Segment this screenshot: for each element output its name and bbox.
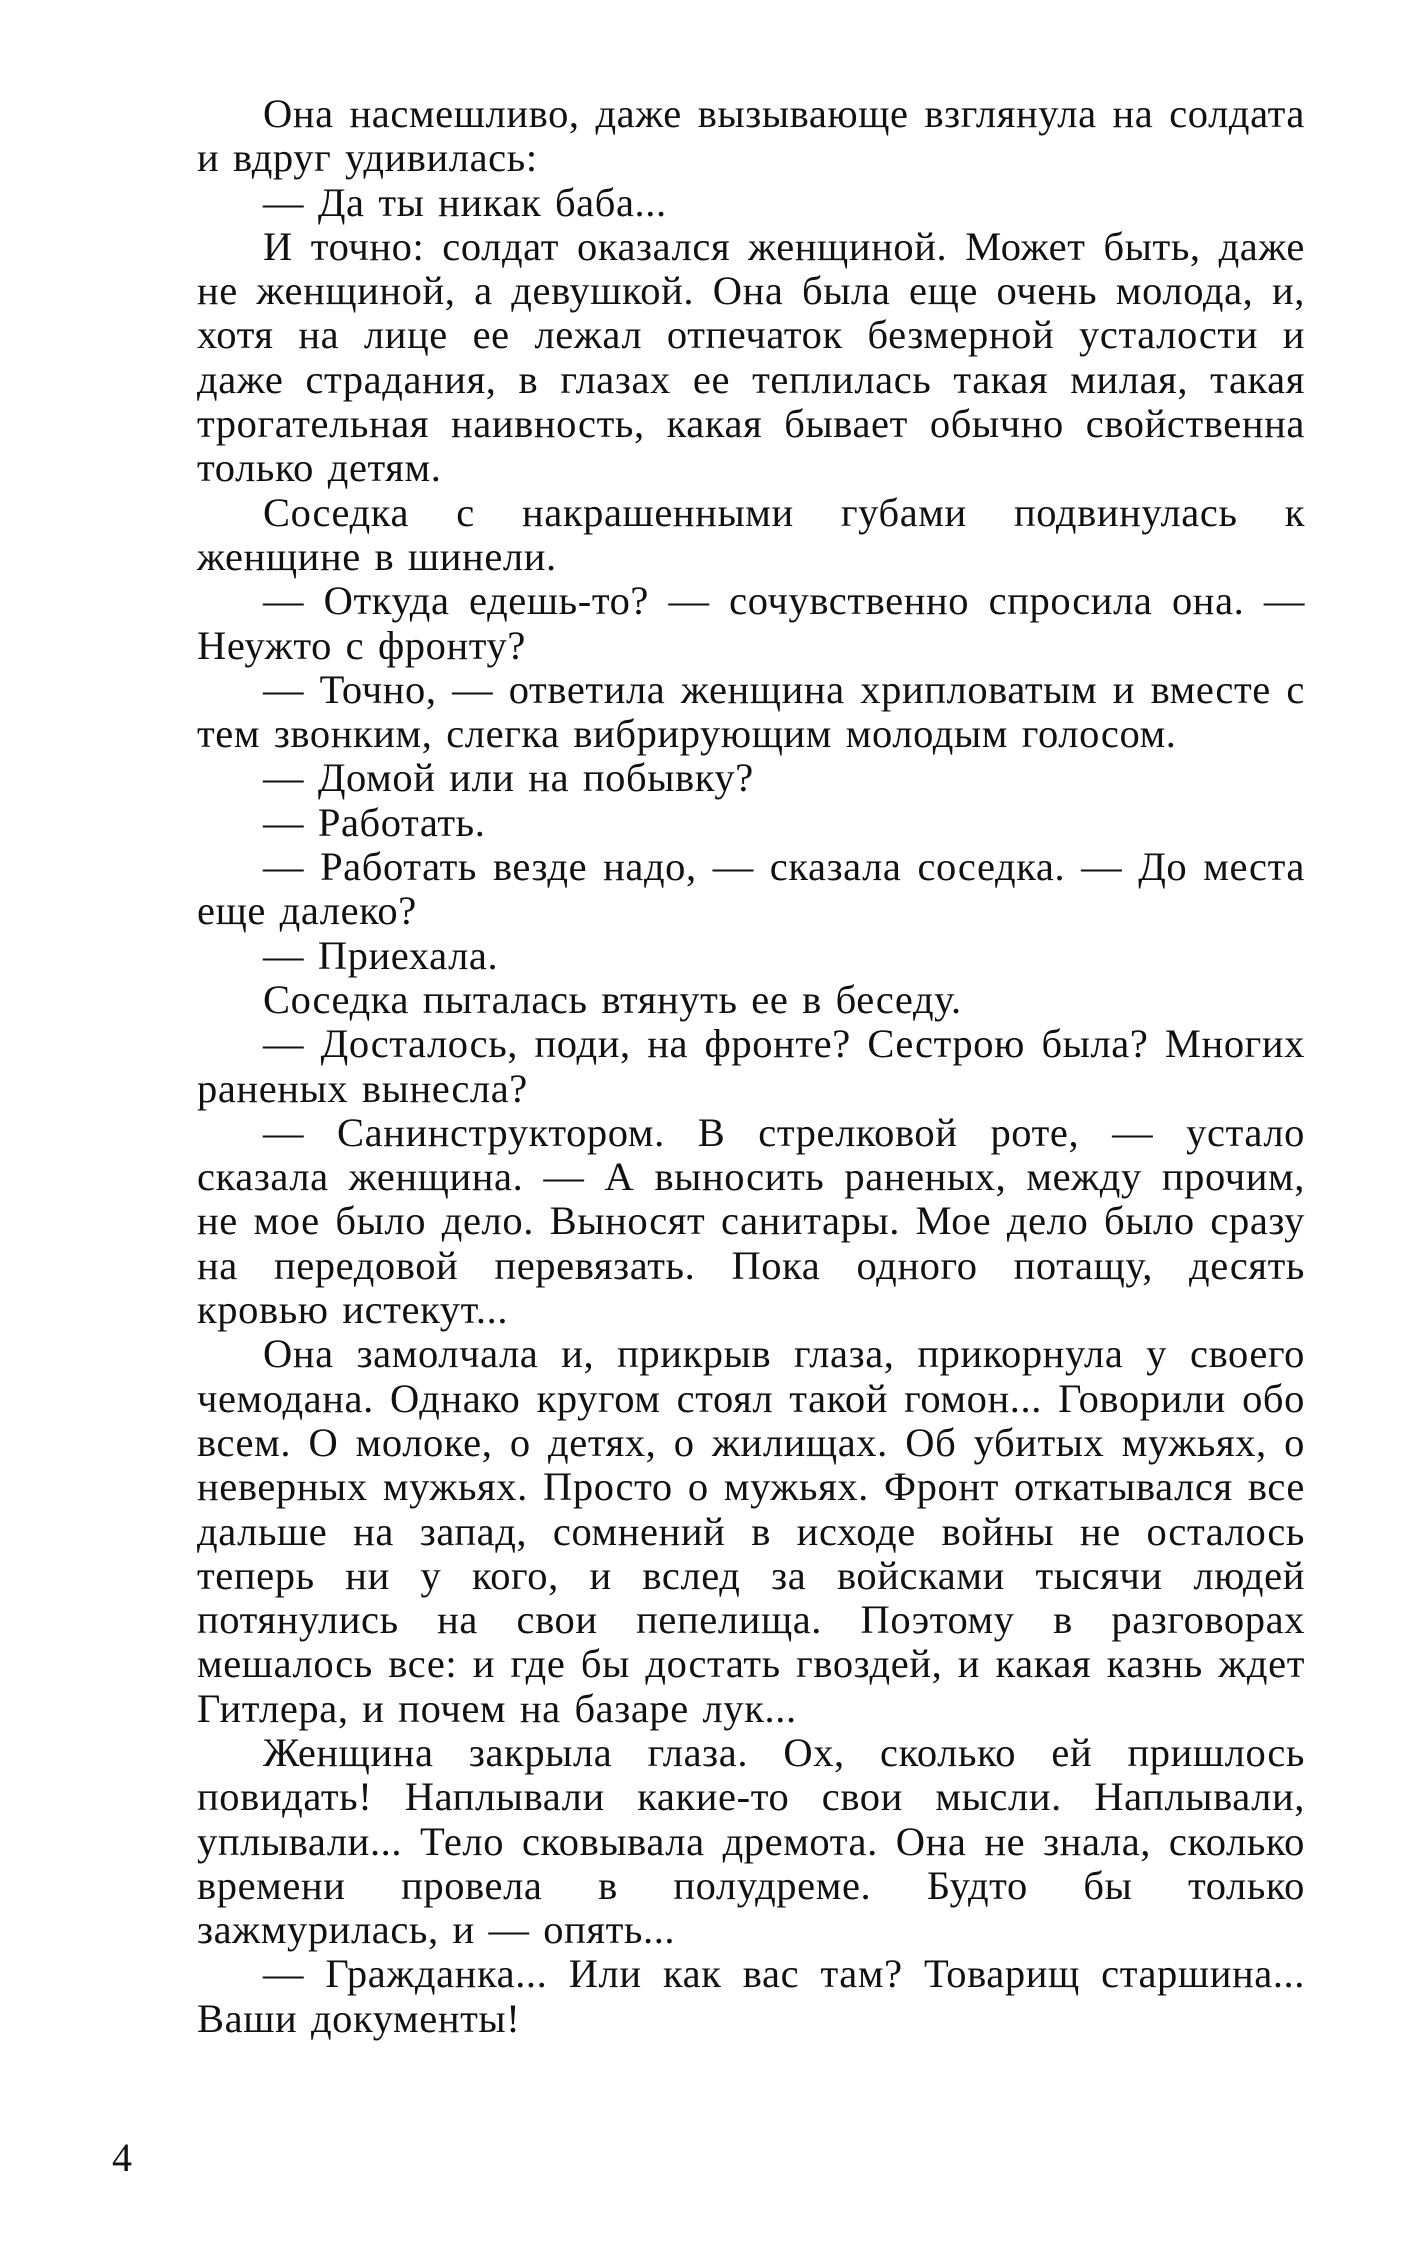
paragraph: Она насмешливо, даже вызывающе взглянула на солдата и вдруг удивилась: bbox=[197, 91, 1305, 181]
paragraph: Соседка с накрашенными губами подвинулась к женщине в шинели. bbox=[197, 489, 1305, 579]
paragraph: — Домой или на побывку? bbox=[263, 755, 754, 801]
paragraph: — Гражданка... Или как вас там? Товарищ старшина... Ваши документы! bbox=[197, 1951, 1305, 2041]
paragraph: — Работать. bbox=[263, 799, 486, 845]
body-text bbox=[197, 92, 1305, 2041]
paragraph: — Санинструктором. В стрелковой роте, — устало сказала женщина. — А выносить раненых, между прочим, не мое было дело. Выносят санитары. Мое дело было сразу на передовой перевязать. Пока одного потащу, десять кровью истекут... bbox=[197, 1109, 1305, 1333]
paragraph: — Точно, — ответила женщина хрипловатым и вместе с тем звонким, слегка вибрирующим молодым голосом. bbox=[197, 666, 1305, 757]
paragraph: Соседка пыталась втянуть ее в беседу. bbox=[263, 976, 962, 1022]
paragraph: — Работать везде надо, — сказала соседка. — До места еще далеко? bbox=[197, 844, 1305, 934]
paragraph: Она замолчала и, прикрыв глаза, прикорнула у своего чемодана. Однако кругом стоял такой гомон... Говорили обо всем. О молоке, о детях, о жилищах. Об убитых мужьях, о неверных мужьях. Просто о мужьях. Фронт откатывался все дальше на запад, сомнений в исходе войны не осталось теперь ни у кого, и вслед за войсками тысячи людей потянулись на свои пепелища. Поэтому в разговорах мешалось все: и где бы достать гвоздей, и какая казнь ждет Гитлера, и почем на базаре лук... bbox=[197, 1331, 1305, 1731]
paragraph: — Да ты никак баба... bbox=[263, 179, 667, 225]
page-number: 4 bbox=[112, 2135, 132, 2180]
paragraph: — Приехала. bbox=[263, 932, 499, 978]
paragraph: Женщина закрыла глаза. Ох, сколько ей пришлось повидать! Наплывали какие-то свои мысли. Наплывали, уплывали... Тело сковывала дремота. Она не знала, сколько времени провела в полудреме. Будто бы только зажмурилась, и — опять... bbox=[197, 1729, 1305, 1953]
paragraph: — Досталось, поди, на фронте? Сестрою была? Многих раненых вынесла? bbox=[197, 1021, 1305, 1111]
paragraph: И точно: солдат оказался женщиной. Может быть, даже не женщиной, а девушкой. Она была еще очень молода, и, хотя на лице ее лежал отпечаток безмерной усталости и даже страдания, в глазах ее теплилась такая милая, такая трогательная наивность, какая бывает обычно свойственна только детям. bbox=[197, 223, 1305, 491]
paragraph: — Откуда едешь-то? — сочувственно спросила она. — Неужто с фронту? bbox=[197, 578, 1305, 668]
